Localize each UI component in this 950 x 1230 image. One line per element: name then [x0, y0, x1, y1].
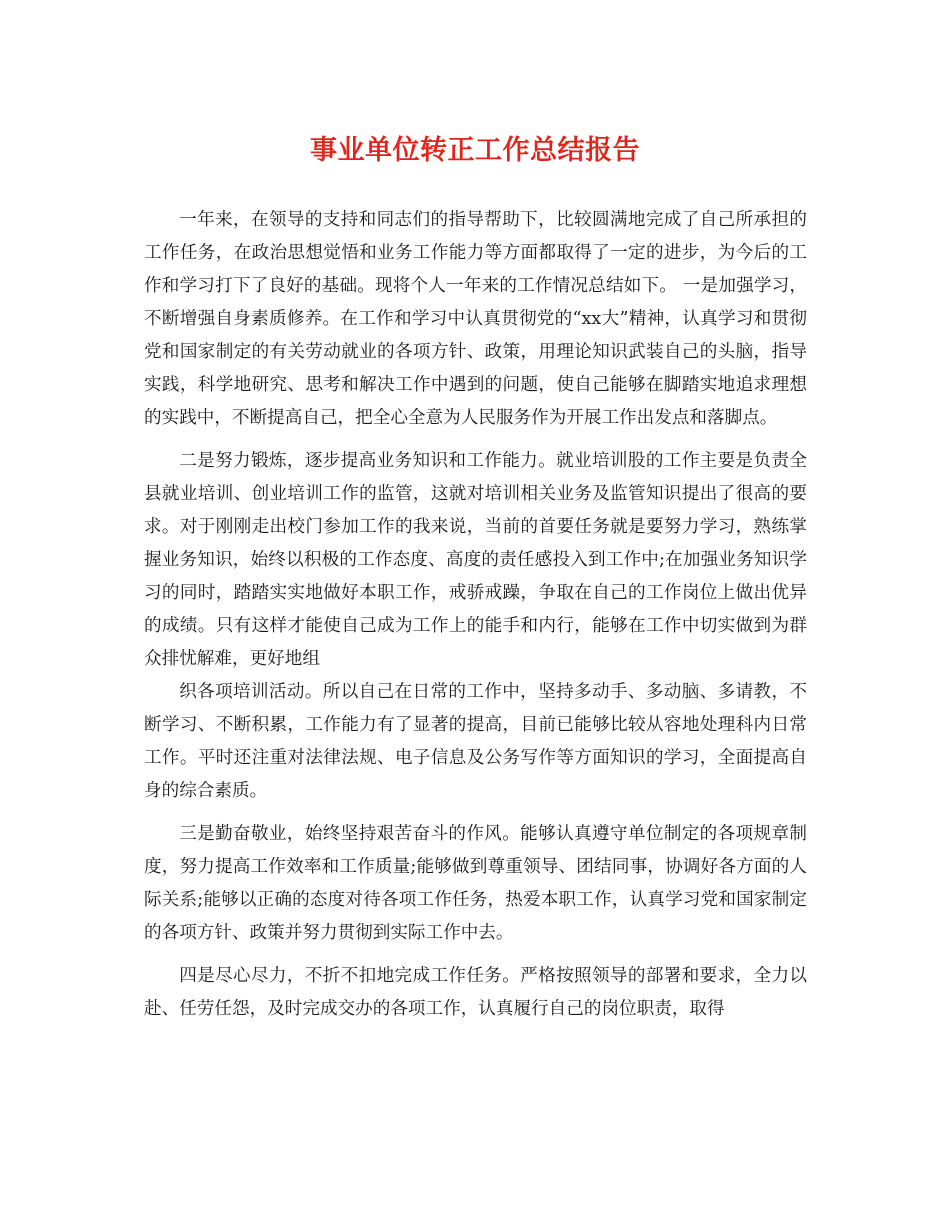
paragraph-1: 一年来，在领导的支持和同志们的指导帮助下，比较圆满地完成了自己所承担的工作任务，在政治思想觉悟和业务工作能力等方面都取得了一定的进步，为今后的工作和学习打下了良好的基础。现将个人一年来的工作情况总结如下。 一是加强学习，不断增强自身素质修养。在工作和学习中认真贯彻党的“xx大”精神，认真学习和贯彻党和国家制定的有关劳动就业的各项方针、政策，用理论知识武装自己的头脑，指导实践，科学地研究、思考和解决工作中遇到的问题，使自己能够在脚踏实地追求理想的实践中，不断提高自己，把全心全意为人民服务作为开展工作出发点和落脚点。	[144, 210, 807, 428]
document-body	[144, 204, 807, 1026]
paragraph-2: 二是努力锻炼，逐步提高业务知识和工作能力。就业培训股的工作主要是负责全县就业培训、创业培训工作的监管，这就对培训相关业务及监管知识提出了很高的要求。对于刚刚走出校门参加工作的我来说，当前的首要任务就是要努力学习，熟练掌握业务知识，始终以积极的工作态度、高度的责任感投入到工作中;在加强业务知识学习的同时，踏踏实实地做好本职工作，戒骄戒躁，争取在自己的工作岗位上做出优异的成绩。只有这样才能使自己成为工作上的能手和内行，能够在工作中切实做到为群众排忧解难，更好地组	[144, 451, 807, 669]
paragraph-4: 三是勤奋敬业，始终坚持艰苦奋斗的作风。能够认真遵守单位制定的各项规章制度，努力提高工作效率和工作质量;能够做到尊重领导、团结同事，协调好各方面的人际关系;能够以正确的态度对待各项工作任务，热爱本职工作，认真学习党和国家制定的各项方针、政策并努力贯彻到实际工作中去。	[144, 824, 807, 943]
paragraph-5: 四是尽心尽力，不折不扣地完成工作任务。严格按照领导的部署和要求，全力以赴、任劳任怨，及时完成交办的各项工作，认真履行自己的岗位职责，取得	[144, 966, 807, 1019]
document-title: 事业单位转正工作总结报告	[310, 135, 640, 166]
paragraph-3: 织各项培训活动。所以自己在日常的工作中，坚持多动手、多动脑、多请教，不断学习、不断积累，工作能力有了显著的提高，目前已能够比较从容地处理科内日常工作。平时还注重对法律法规、电子信息及公务写作等方面知识的学习，全面提高自身的综合素质。	[144, 682, 807, 801]
